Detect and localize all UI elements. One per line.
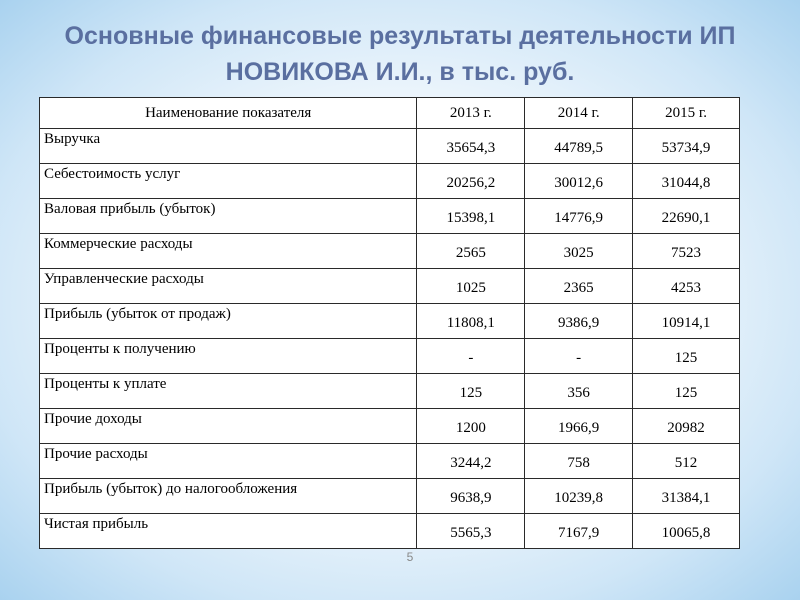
- cell-2013: 125: [417, 374, 525, 409]
- header-indicator: Наименование показателя: [40, 98, 417, 129]
- cell-2015: 31044,8: [633, 164, 740, 199]
- cell-2014: 9386,9: [525, 304, 633, 339]
- table-row: [40, 374, 740, 409]
- row-label: Чистая прибыль: [40, 514, 417, 549]
- table-row: [40, 409, 740, 444]
- table-row: [40, 479, 740, 514]
- slide-title: [40, 18, 760, 90]
- row-label: Валовая прибыль (убыток): [40, 199, 417, 234]
- row-label: Прочие расходы: [40, 444, 417, 479]
- cell-2015: 20982: [633, 409, 740, 444]
- cell-2014: 356: [525, 374, 633, 409]
- cell-2014: 758: [525, 444, 633, 479]
- cell-2013: 3244,2: [417, 444, 525, 479]
- table-row: [40, 514, 740, 549]
- cell-2014: 2365: [525, 269, 633, 304]
- table-row: [40, 129, 740, 164]
- cell-2013: 35654,3: [417, 129, 525, 164]
- cell-2014: 30012,6: [525, 164, 633, 199]
- slide-title-line-2: НОВИКОВА И.И., в тыс. руб.: [225, 58, 575, 86]
- cell-2013: 2565: [417, 234, 525, 269]
- header-2013: 2013 г.: [417, 98, 525, 129]
- row-label: Управленческие расходы: [40, 269, 417, 304]
- row-label: Проценты к получению: [40, 339, 417, 374]
- cell-2014: 7167,9: [525, 514, 633, 549]
- table-header-row: [40, 98, 740, 129]
- table-row: [40, 269, 740, 304]
- cell-2014: 3025: [525, 234, 633, 269]
- cell-2015: 512: [633, 444, 740, 479]
- table-row: [40, 339, 740, 374]
- row-label: Коммерческие расходы: [40, 234, 417, 269]
- cell-2015: 22690,1: [633, 199, 740, 234]
- cell-2015: 53734,9: [633, 129, 740, 164]
- row-label: Выручка: [40, 129, 417, 164]
- table-row: [40, 199, 740, 234]
- row-label: Прочие доходы: [40, 409, 417, 444]
- cell-2015: 125: [633, 339, 740, 374]
- cell-2015: 31384,1: [633, 479, 740, 514]
- cell-2014: 10239,8: [525, 479, 633, 514]
- financial-results-table: [39, 97, 740, 549]
- cell-2013: 15398,1: [417, 199, 525, 234]
- header-2015: 2015 г.: [633, 98, 740, 129]
- cell-2014: -: [525, 339, 633, 374]
- cell-2013: 11808,1: [417, 304, 525, 339]
- cell-2013: -: [417, 339, 525, 374]
- cell-2013: 9638,9: [417, 479, 525, 514]
- cell-2014: 14776,9: [525, 199, 633, 234]
- cell-2013: 1200: [417, 409, 525, 444]
- cell-2013: 5565,3: [417, 514, 525, 549]
- cell-2014: 44789,5: [525, 129, 633, 164]
- table-row: [40, 234, 740, 269]
- cell-2015: 7523: [633, 234, 740, 269]
- row-label: Прибыль (убыток от продаж): [40, 304, 417, 339]
- cell-2013: 20256,2: [417, 164, 525, 199]
- page-number: 5: [406, 550, 414, 564]
- row-label: Прибыль (убыток) до налогообложения: [40, 479, 417, 514]
- cell-2015: 4253: [633, 269, 740, 304]
- cell-2013: 1025: [417, 269, 525, 304]
- table-row: [40, 444, 740, 479]
- row-label: Себестоимость услуг: [40, 164, 417, 199]
- cell-2015: 10914,1: [633, 304, 740, 339]
- slide-title-line-1: Основные финансовые результаты деятельности ИП: [64, 22, 736, 50]
- cell-2015: 10065,8: [633, 514, 740, 549]
- table-row: [40, 304, 740, 339]
- header-2014: 2014 г.: [525, 98, 633, 129]
- row-label: Проценты к уплате: [40, 374, 417, 409]
- cell-2014: 1966,9: [525, 409, 633, 444]
- cell-2015: 125: [633, 374, 740, 409]
- table-row: [40, 164, 740, 199]
